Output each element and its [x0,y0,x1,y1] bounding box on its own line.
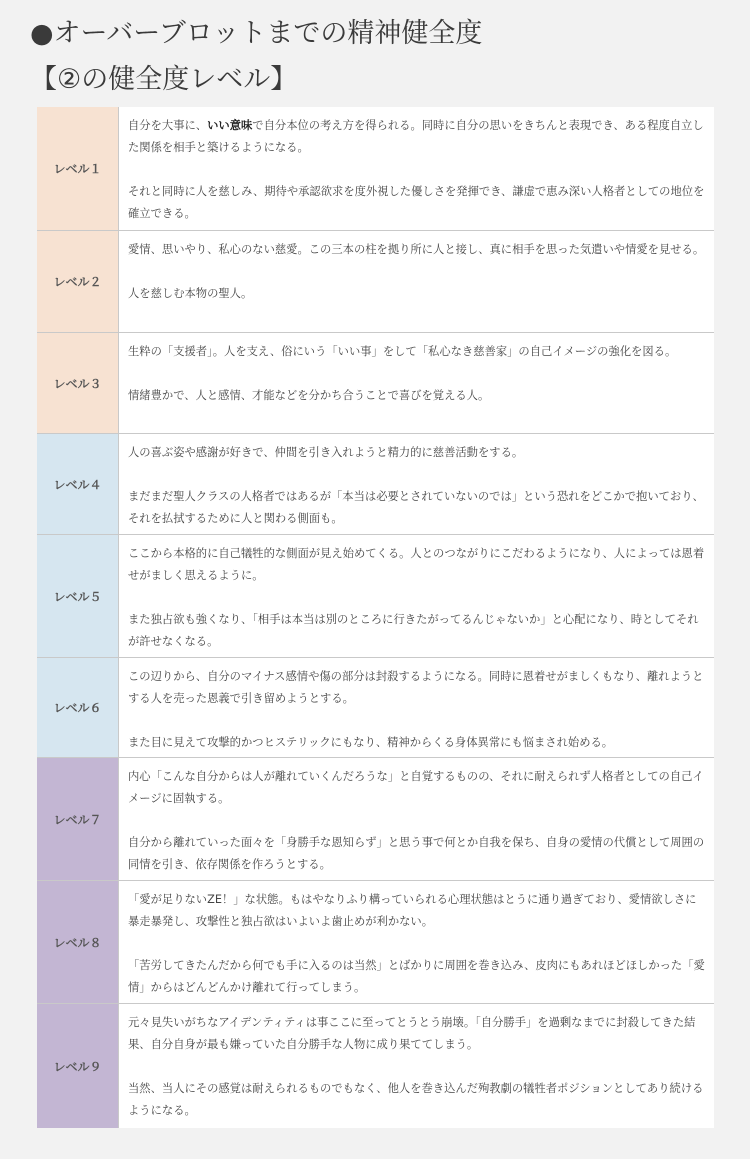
level-label: レベル１ [37,107,119,230]
description-paragraph: 「苦労してきたんだから何でも手に入るのは当然」とばかりに周囲を巻き込み、皮肉にもあれほどほしかった「愛情」からはどんどんかけ離れて行ってしまう。 [128,959,705,994]
table-row-level-9 [37,1004,714,1128]
table-row-level-2 [37,231,714,333]
description-paragraph: ここから本格的に自己犠牲的な側面が見え始めてくる。人とのつながりにこだわるようになり、人によっては恩着せがましく思えるように。 [128,547,705,582]
table-row-level-6 [37,658,714,758]
level-label: レベル３ [37,333,119,433]
table-row-level-4 [37,434,714,535]
level-description [119,434,714,534]
health-level-table [37,107,714,1128]
table-row-level-7 [37,758,714,881]
table-row-level-5 [37,535,714,658]
description-paragraph: また目に見えて攻撃的かつヒステリックにもなり、精神からくる身体異常にも悩まされ始める。 [128,736,614,749]
description-paragraph: 「愛が足りないZE！」な状態。もはやなりふり構っていられる心理状態はとうに通り過ぎており、愛情欲しさに暴走暴発し、攻撃性と独占欲はいよいよ歯止めが利かない。 [128,893,697,928]
table-row-level-1 [37,107,714,231]
level-label: レベル８ [37,881,119,1003]
level-label: レベル６ [37,658,119,757]
description-paragraph: 元々見失いがちなアイデンティティは事ここに至ってとうとう崩壊。「自分勝手」を過剰なまでに封殺してきた結果、自分自身が最も嫌っていた自分勝手な人物に成り果ててしまう。 [128,1016,696,1051]
level-description [119,758,714,880]
description-paragraph: 生粋の「支援者」。人を支え、俗にいう「いい事」をして「私心なき慈善家」の自己イメージの強化を図る。 [128,345,677,358]
level-label: レベル５ [37,535,119,657]
level-label: レベル７ [37,758,119,880]
level-description [119,107,714,230]
level-description [119,881,714,1003]
level-description [119,658,714,757]
description-paragraph: まだまだ聖人クラスの人格者ではあるが「本当は必要とされていないのでは」という恐れをどこかで抱いており、それを払拭するために人と関わる側面も。 [128,490,704,525]
level-description [119,1004,714,1128]
description-paragraph [128,115,706,159]
text-span: 自分を大事に、 [128,119,208,132]
description-paragraph: それと同時に人を慈しみ、期待や承認欲求を度外視した優しさを発揮でき、謙虚で恵み深い人格者としての地位を確立できる。 [128,185,705,220]
description-paragraph: 当然、当人にその感覚は耐えられるものでもなく、他人を巻き込んだ殉教劇の犠牲者ポジションとしてあり続けるようになる。 [128,1082,704,1117]
header [30,14,730,100]
description-paragraph: また独占欲も強くなり、「相手は本当は別のところに行きたがってるんじゃないか」と心配になり、時としてそれが許せなくなる。 [128,613,699,648]
description-paragraph: 自分から離れていった面々を「身勝手な恩知らず」と思う事で何とか自我を保ち、自身の愛情の代償として周囲の同情を引き、依存関係を作ろうとする。 [128,836,705,871]
level-description [119,535,714,657]
text-span: で自分本位の考え方を得られる。同時に自分の思いをきちんと表現でき、ある程度自立した関係を相手と築けるようになる。 [128,119,704,154]
description-paragraph: この辺りから、自分のマイナス感情や傷の部分は封殺するようになる。同時に恩着せがましくもなり、離れようとする人を売った恩義で引き留めようとする。 [128,670,704,705]
table-row-level-8 [37,881,714,1004]
page-title: ●オーバーブロットまでの精神健全度 [30,18,483,49]
level-description [119,333,714,433]
description-paragraph: 内心「こんな自分からは人が離れていくんだろうな」と自覚するものの、それに耐えられず人格者としての自己イメージに固執する。 [128,770,704,805]
emphasis-text: いい意味 [207,119,253,132]
level-label: レベル４ [37,434,119,534]
table-row-level-3 [37,333,714,434]
level-label: レベル２ [37,231,119,332]
section-subtitle: 【②の健全度レベル】 [30,64,298,95]
description-paragraph: 人を慈しむ本物の聖人。 [128,287,253,300]
description-paragraph: 愛情、思いやり、私心のない慈愛。この三本の柱を拠り所に人と接し、真に相手を思った気遣いや情愛を見せる。 [128,243,705,256]
level-description [119,231,714,332]
level-label: レベル９ [37,1004,119,1128]
description-paragraph: 人の喜ぶ姿や感謝が好きで、仲間を引き入れようと精力的に慈善活動をする。 [128,446,524,459]
description-paragraph: 情緒豊かで、人と感情、才能などを分かち合うことで喜びを覚える人。 [128,389,490,402]
